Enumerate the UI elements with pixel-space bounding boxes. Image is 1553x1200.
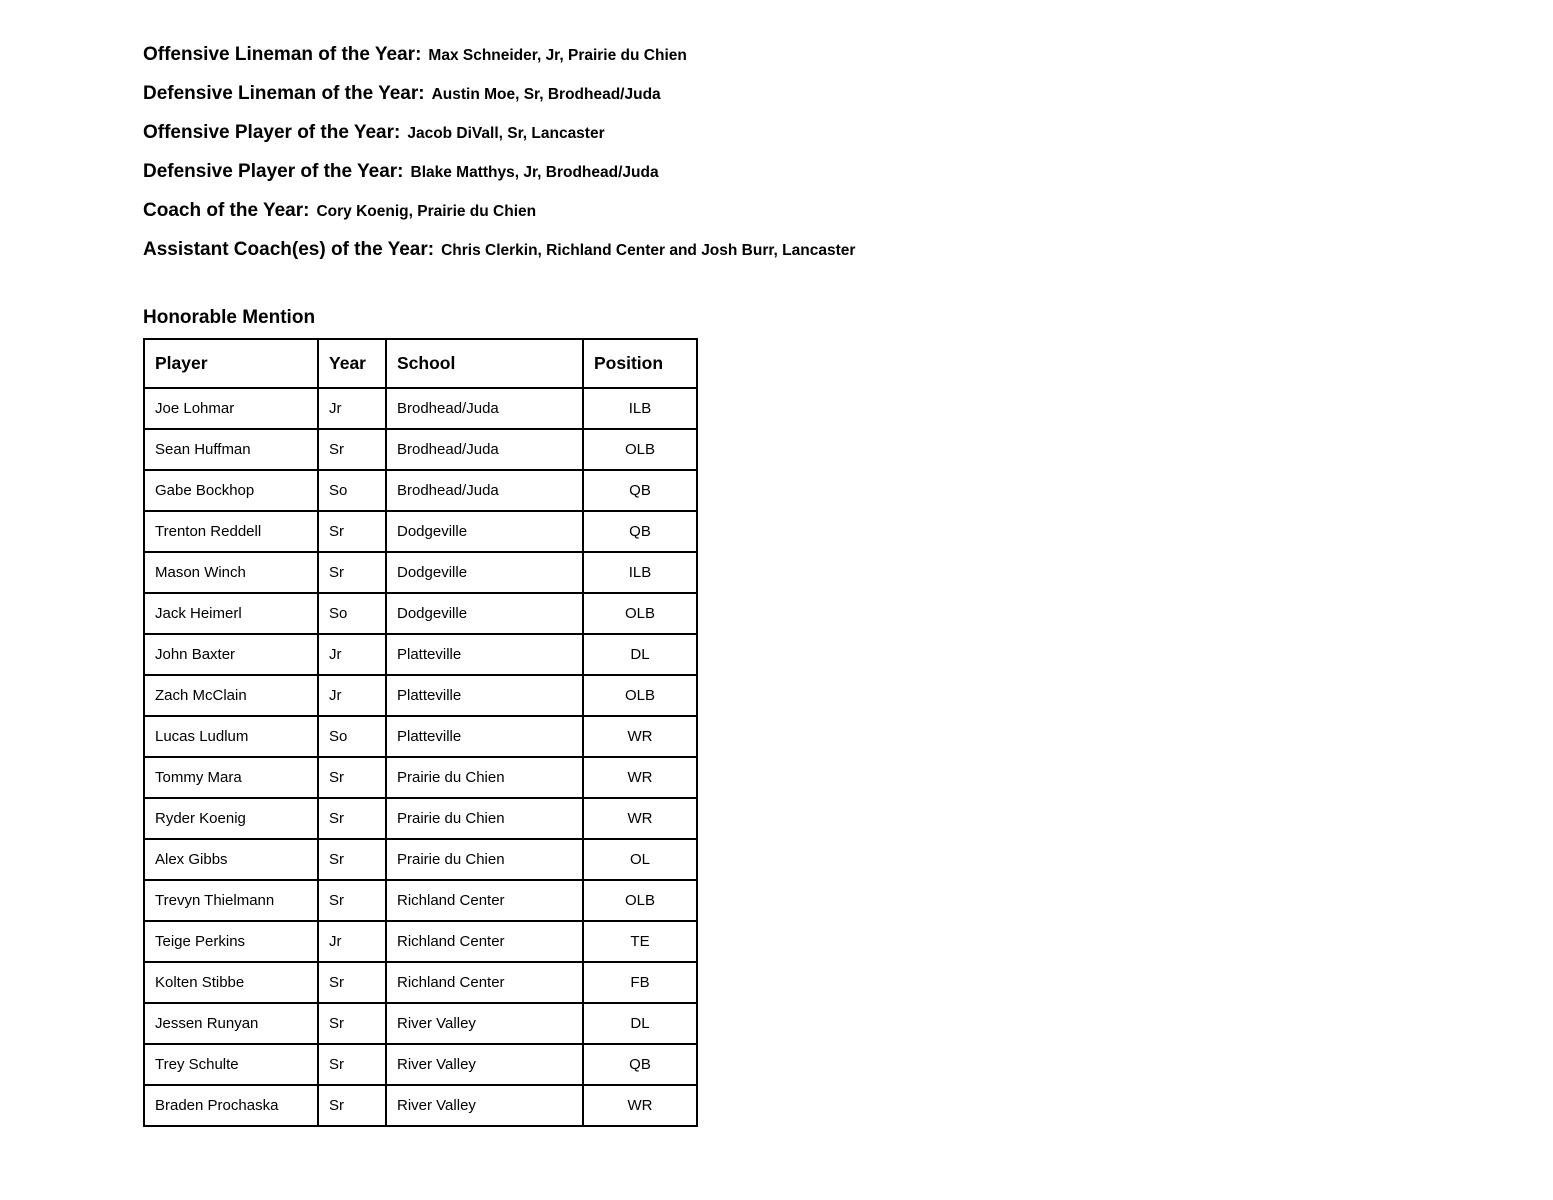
table-cell-year: Sr: [318, 798, 386, 839]
table-cell-year: So: [318, 593, 386, 634]
table-cell-position: OLB: [583, 675, 697, 716]
award-line: [143, 44, 1553, 66]
table-row: [144, 757, 697, 798]
table-cell-position: TE: [583, 921, 697, 962]
table-cell-position: QB: [583, 470, 697, 511]
table-row: [144, 921, 697, 962]
table-cell-year: Jr: [318, 634, 386, 675]
table-cell-player: Zach McClain: [144, 675, 318, 716]
award-label: Defensive Lineman of the Year:: [143, 83, 425, 104]
table-cell-player: Tommy Mara: [144, 757, 318, 798]
table-cell-school: Dodgeville: [386, 593, 583, 634]
table-cell-school: Prairie du Chien: [386, 757, 583, 798]
table-cell-position: DL: [583, 1003, 697, 1044]
table-row: [144, 1085, 697, 1126]
table-row: [144, 511, 697, 552]
table-cell-year: Sr: [318, 1003, 386, 1044]
table-cell-year: Sr: [318, 839, 386, 880]
table-row: [144, 634, 697, 675]
table-cell-player: Lucas Ludlum: [144, 716, 318, 757]
table-row: [144, 593, 697, 634]
honorable-mention-heading: Honorable Mention: [143, 307, 316, 328]
table-cell-player: Trenton Reddell: [144, 511, 318, 552]
table-cell-school: River Valley: [386, 1044, 583, 1085]
award-line: [143, 83, 1553, 105]
table-cell-year: Jr: [318, 388, 386, 429]
table-cell-player: Jessen Runyan: [144, 1003, 318, 1044]
table-cell-year: Jr: [318, 921, 386, 962]
table-cell-year: Sr: [318, 880, 386, 921]
table-cell-year: So: [318, 716, 386, 757]
table-cell-position: OLB: [583, 593, 697, 634]
column-header-school: School: [386, 339, 583, 388]
table-cell-school: Platteville: [386, 716, 583, 757]
table-cell-player: Sean Huffman: [144, 429, 318, 470]
award-value: Blake Matthys, Jr, Brodhead/Juda: [410, 164, 659, 181]
table-row: [144, 429, 697, 470]
table-cell-position: FB: [583, 962, 697, 1003]
table-cell-school: Platteville: [386, 675, 583, 716]
table-row: [144, 675, 697, 716]
table-cell-school: Richland Center: [386, 962, 583, 1003]
table-cell-year: Sr: [318, 511, 386, 552]
award-label: Coach of the Year:: [143, 200, 310, 221]
table-cell-school: Platteville: [386, 634, 583, 675]
table-cell-player: Braden Prochaska: [144, 1085, 318, 1126]
table-cell-school: Dodgeville: [386, 511, 583, 552]
table-cell-year: Sr: [318, 429, 386, 470]
table-cell-school: Brodhead/Juda: [386, 470, 583, 511]
award-value: Max Schneider, Jr, Prairie du Chien: [428, 47, 687, 64]
table-cell-player: Jack Heimerl: [144, 593, 318, 634]
table-cell-year: Sr: [318, 1044, 386, 1085]
column-header-year: Year: [318, 339, 386, 388]
table-cell-year: Sr: [318, 962, 386, 1003]
award-line: [143, 122, 1553, 144]
award-line: [143, 239, 1553, 261]
table-row: [144, 388, 697, 429]
table-cell-player: Ryder Koenig: [144, 798, 318, 839]
table-cell-position: WR: [583, 798, 697, 839]
table-cell-year: Sr: [318, 552, 386, 593]
table-cell-position: OLB: [583, 429, 697, 470]
table-cell-player: John Baxter: [144, 634, 318, 675]
column-header-player: Player: [144, 339, 318, 388]
table-cell-player: Gabe Bockhop: [144, 470, 318, 511]
table-cell-year: Sr: [318, 757, 386, 798]
award-value: Austin Moe, Sr, Brodhead/Juda: [431, 86, 661, 103]
table-row: [144, 552, 697, 593]
award-value: Cory Koenig, Prairie du Chien: [316, 203, 537, 220]
table-row: [144, 1044, 697, 1085]
table-cell-player: Trey Schulte: [144, 1044, 318, 1085]
awards-section: [143, 44, 1553, 261]
table-cell-position: WR: [583, 757, 697, 798]
table-cell-school: Brodhead/Juda: [386, 429, 583, 470]
award-value: Chris Clerkin, Richland Center and Josh Burr, Lancaster: [441, 242, 856, 259]
table-cell-position: OL: [583, 839, 697, 880]
table-row: [144, 798, 697, 839]
table-cell-school: Richland Center: [386, 921, 583, 962]
table-cell-player: Joe Lohmar: [144, 388, 318, 429]
table-cell-school: Brodhead/Juda: [386, 388, 583, 429]
table-cell-school: Prairie du Chien: [386, 798, 583, 839]
table-cell-player: Teige Perkins: [144, 921, 318, 962]
table-cell-position: WR: [583, 1085, 697, 1126]
table-cell-player: Kolten Stibbe: [144, 962, 318, 1003]
table-cell-position: WR: [583, 716, 697, 757]
award-label: Defensive Player of the Year:: [143, 161, 404, 182]
table-row: [144, 470, 697, 511]
honorable-mention-table: [143, 338, 698, 1127]
table-row: [144, 962, 697, 1003]
table-cell-school: River Valley: [386, 1085, 583, 1126]
award-line: [143, 200, 1553, 222]
table-cell-school: Dodgeville: [386, 552, 583, 593]
table-cell-position: ILB: [583, 388, 697, 429]
table-row: [144, 880, 697, 921]
award-label: Offensive Lineman of the Year:: [143, 44, 422, 65]
award-label: Offensive Player of the Year:: [143, 122, 401, 143]
table-cell-year: Jr: [318, 675, 386, 716]
table-cell-player: Trevyn Thielmann: [144, 880, 318, 921]
table-cell-school: Prairie du Chien: [386, 839, 583, 880]
table-row: [144, 1003, 697, 1044]
award-value: Jacob DiVall, Sr, Lancaster: [407, 125, 605, 142]
table-cell-player: Alex Gibbs: [144, 839, 318, 880]
column-header-position: Position: [583, 339, 697, 388]
table-cell-position: DL: [583, 634, 697, 675]
table-cell-position: QB: [583, 511, 697, 552]
table-cell-year: Sr: [318, 1085, 386, 1126]
table-row: [144, 716, 697, 757]
table-header-row: [144, 339, 697, 388]
table-row: [144, 839, 697, 880]
award-label: Assistant Coach(es) of the Year:: [143, 239, 435, 260]
table-cell-position: OLB: [583, 880, 697, 921]
award-line: [143, 161, 1553, 183]
table-cell-position: ILB: [583, 552, 697, 593]
table-cell-year: So: [318, 470, 386, 511]
table-cell-school: River Valley: [386, 1003, 583, 1044]
table-cell-school: Richland Center: [386, 880, 583, 921]
table-cell-position: QB: [583, 1044, 697, 1085]
table-cell-player: Mason Winch: [144, 552, 318, 593]
